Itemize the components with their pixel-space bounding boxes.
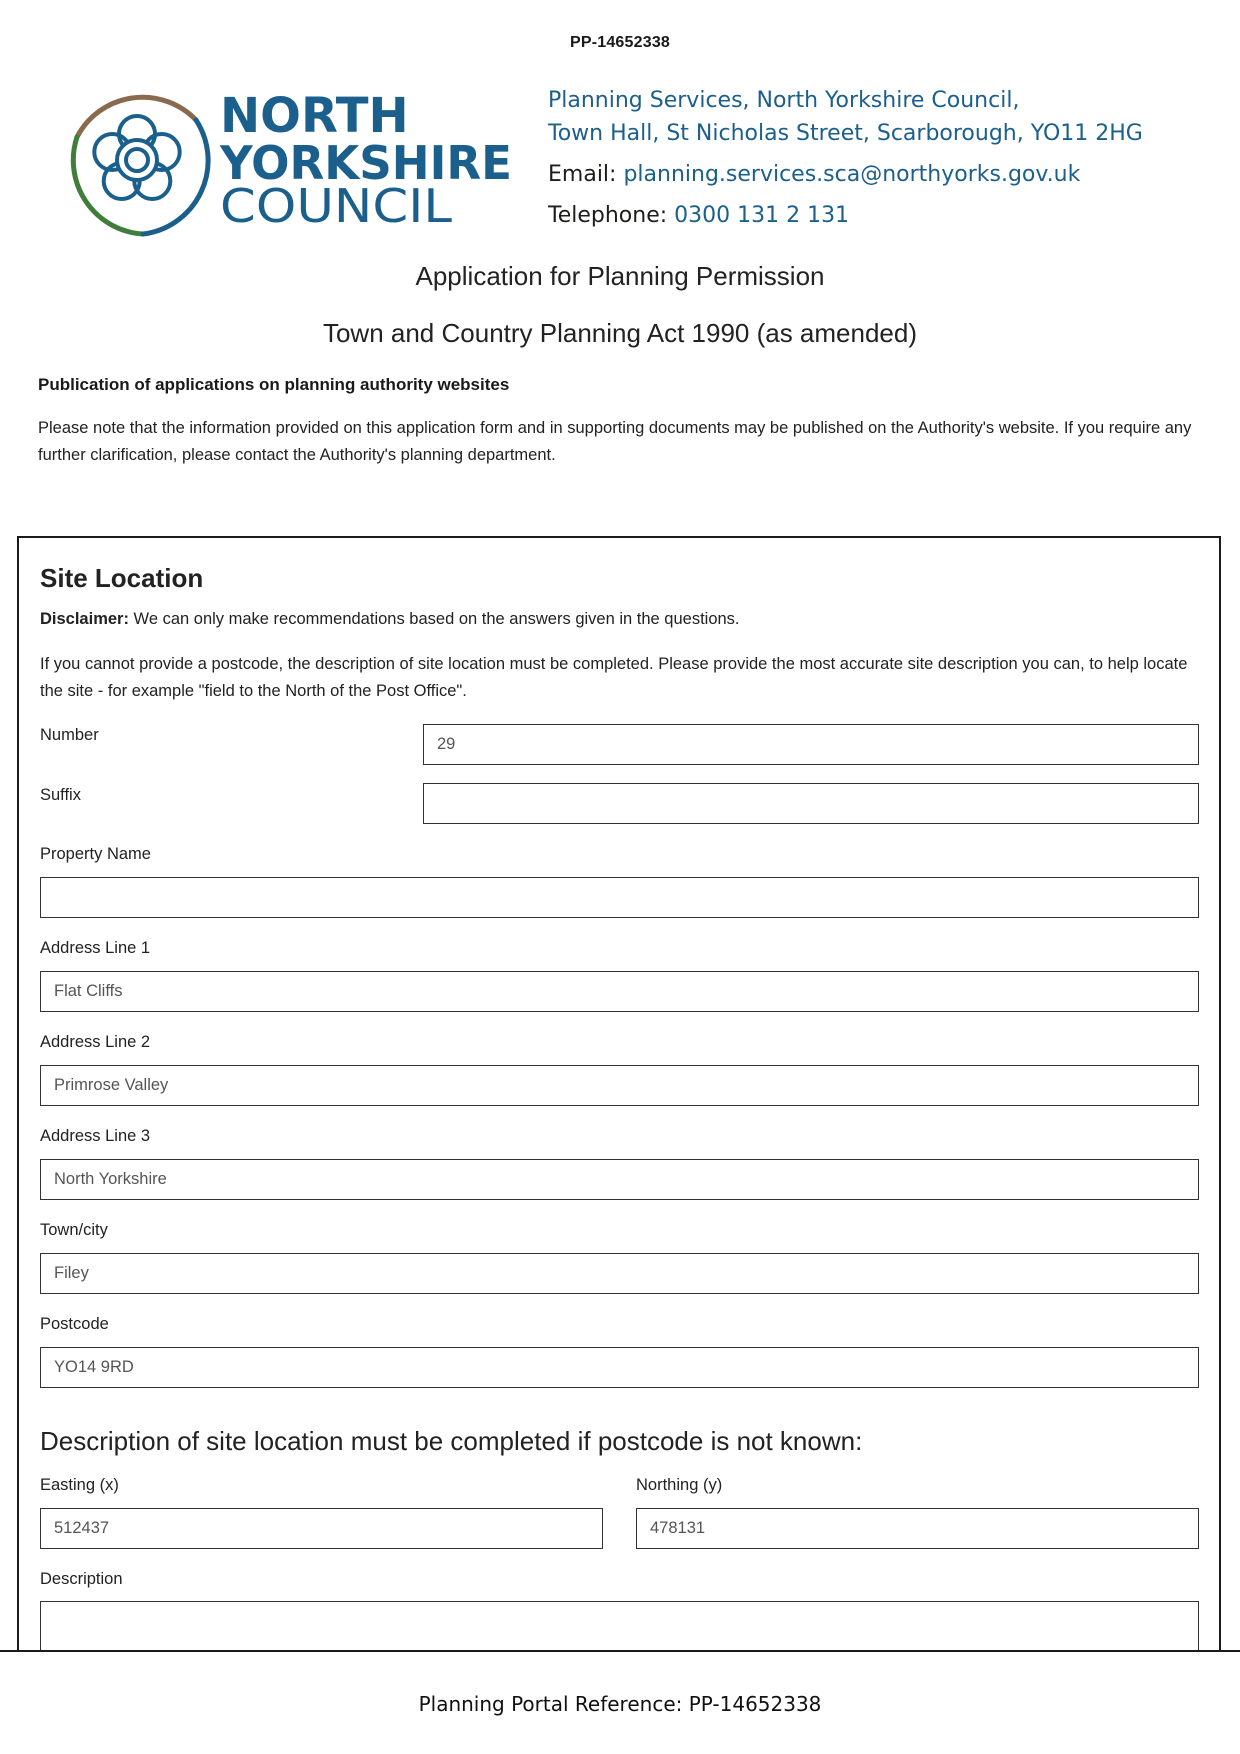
northing-field[interactable]: 478131: [636, 1508, 1199, 1549]
suffix-label: Suffix: [40, 786, 81, 804]
phone-line: [548, 199, 1143, 232]
document-subtitle: Town and Country Planning Act 1990 (as amended): [322, 318, 918, 348]
address-line-3-field[interactable]: North Yorkshire: [40, 1159, 1199, 1200]
address-line-2-label: Address Line 2: [40, 1033, 151, 1051]
description-heading: Description of site location must be completed if postcode is not known:: [40, 1426, 863, 1456]
easting-label: Easting (x): [40, 1476, 119, 1494]
address-line-1-field[interactable]: Flat Cliffs: [40, 971, 1199, 1012]
document-title: Application for Planning Permission: [415, 261, 825, 291]
phone-label: Telephone:: [548, 203, 668, 228]
contact-block: [548, 84, 1143, 232]
publication-text: Please note that the information provided on this application form and in supporting documents may be published on the Authority's website. If you require any further clarification, please contact the Authority's planning department.: [38, 419, 1192, 464]
town-field[interactable]: Filey: [40, 1253, 1199, 1294]
email-label: Email:: [548, 162, 617, 187]
address-line-2: Town Hall, St Nicholas Street, Scarborough, YO11 2HG: [548, 121, 1143, 146]
number-field[interactable]: 29: [423, 724, 1199, 765]
tudor-rose-icon: [73, 97, 208, 234]
disclaimer-label: Disclaimer:: [40, 610, 129, 628]
logo-text-north: NORTH: [220, 88, 409, 144]
northing-label: Northing (y): [636, 1476, 723, 1494]
town-label: Town/city: [40, 1221, 108, 1239]
address-line-1-label: Address Line 1: [40, 939, 151, 957]
phone-link[interactable]: 0300 131 2 131: [674, 203, 850, 228]
footer-reference: Planning Portal Reference: PP-14652338: [418, 1692, 822, 1716]
postcode-field[interactable]: YO14 9RD: [40, 1347, 1199, 1388]
footer-divider: [0, 1650, 1240, 1652]
postcode-label: Postcode: [40, 1315, 109, 1333]
address-line-3-label: Address Line 3: [40, 1127, 151, 1145]
site-location-section: [17, 536, 1221, 1750]
disclaimer: [40, 610, 740, 629]
email-link[interactable]: planning.services.sca@northyorks.gov.uk: [623, 162, 1081, 187]
page-reference: PP-14652338: [569, 34, 671, 51]
property-name-label: Property Name: [40, 845, 151, 863]
council-logo: [60, 80, 520, 240]
logo-text-council: COUNCIL: [220, 179, 453, 233]
property-name-field[interactable]: [40, 877, 1199, 918]
logo-text-yorkshire: YORKSHIRE: [219, 136, 512, 190]
disclaimer-text: We can only make recommendations based on the answers given in the questions.: [128, 610, 740, 628]
address-line-1: Planning Services, North Yorkshire Council,: [548, 88, 1020, 113]
easting-field[interactable]: 512437: [40, 1508, 603, 1549]
number-label: Number: [40, 726, 99, 744]
publication-heading: Publication of applications on planning authority websites: [38, 375, 510, 394]
description-label: Description: [40, 1570, 123, 1588]
help-text: If you cannot provide a postcode, the description of site location must be completed. Please provide the most accurate site description you can, to help locate the site - for example "field to the North of the Post Office".: [40, 655, 1188, 700]
section-title: Site Location: [40, 563, 204, 593]
suffix-field[interactable]: [423, 783, 1199, 824]
email-line: [548, 158, 1143, 191]
address-line-2-field[interactable]: Primrose Valley: [40, 1065, 1199, 1106]
